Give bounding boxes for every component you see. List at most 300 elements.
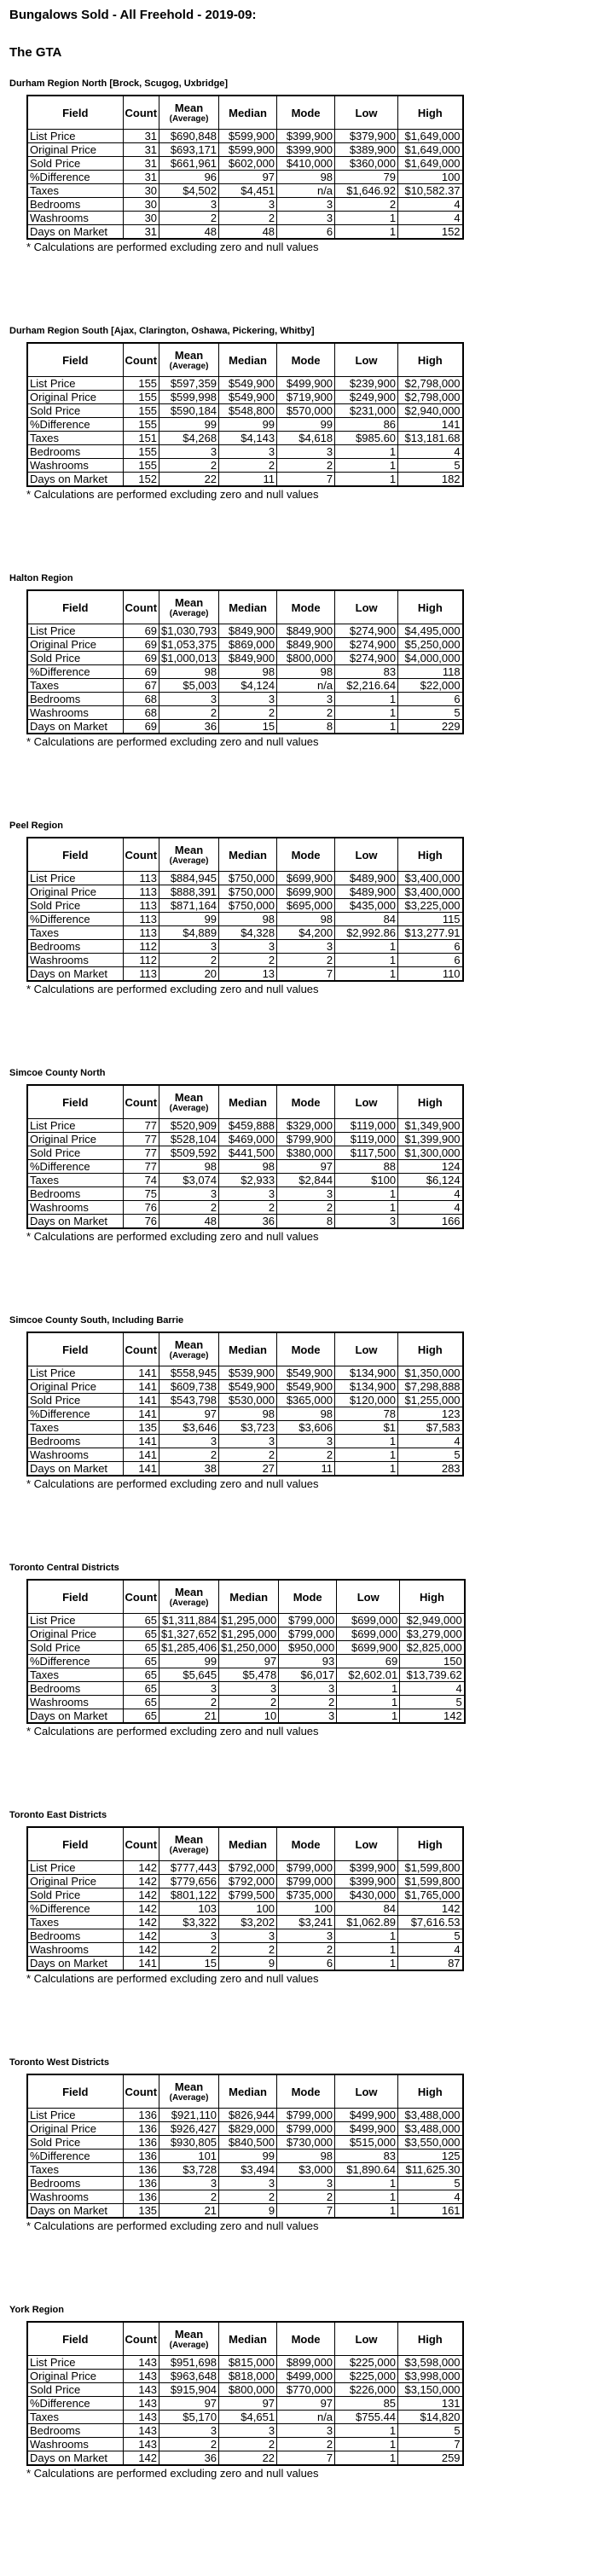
cell-median: 48: [219, 225, 277, 240]
cell-count: 143: [123, 2424, 159, 2438]
cell-field: Taxes: [27, 2163, 123, 2177]
cell-count: 136: [123, 2190, 159, 2204]
cell-high: $11,625.30: [398, 2163, 463, 2177]
cell-mean: 3: [159, 1435, 219, 1448]
cell-median: $4,651: [219, 2411, 277, 2424]
cell-median: $530,000: [219, 1394, 277, 1407]
cell-field: %Difference: [27, 418, 123, 432]
stats-table: [26, 2321, 464, 2466]
cell-high: 4: [398, 1943, 463, 1957]
cell-field: List Price: [27, 1119, 123, 1133]
cell-mode: $380,000: [277, 1146, 335, 1160]
cell-count: 65: [123, 1614, 159, 1627]
cell-mean: $871,164: [159, 899, 219, 913]
cell-median: 9: [219, 1957, 277, 1971]
cell-field: Original Price: [27, 2370, 123, 2383]
cell-median: $549,900: [219, 377, 277, 391]
cell-mode: $800,000: [277, 652, 335, 665]
cell-count: 141: [123, 1448, 159, 1462]
cell-low: 1: [335, 459, 398, 473]
table-body: [27, 1861, 463, 1971]
cell-low: 1: [335, 693, 398, 706]
cell-mean: $528,104: [159, 1133, 219, 1146]
cell-mode: 2: [277, 1201, 335, 1215]
header-field: Field: [27, 1580, 123, 1614]
cell-median: 36: [219, 1215, 277, 1229]
table-row: [27, 2438, 463, 2451]
region-section: [9, 77, 588, 324]
cell-mode: 6: [277, 225, 335, 240]
cell-high: 5: [398, 459, 463, 473]
cell-median: 2: [219, 2438, 277, 2451]
table-header-row: [27, 2322, 463, 2356]
cell-median: $1,295,000: [219, 1614, 279, 1627]
table-row: [27, 1929, 463, 1943]
cell-mode: 93: [279, 1655, 337, 1668]
cell-low: 1: [335, 2438, 398, 2451]
cell-median: $750,000: [219, 872, 277, 885]
cell-median: 2: [219, 1201, 277, 1215]
table-row: [27, 1709, 465, 1724]
table-body: [27, 1366, 463, 1477]
cell-mode: 3: [277, 1187, 335, 1201]
cell-count: 69: [123, 638, 159, 652]
cell-mean: $509,592: [159, 1146, 219, 1160]
cell-mean: $1,311,884: [159, 1614, 219, 1627]
cell-field: List Price: [27, 624, 123, 638]
cell-low: $2,602.01: [337, 1668, 400, 1682]
cell-high: $13,277.91: [398, 926, 463, 940]
cell-mean: $884,945: [159, 872, 219, 885]
cell-mean: 3: [159, 2424, 219, 2438]
region-title: York Region: [9, 2305, 64, 2315]
cell-field: Washrooms: [27, 706, 123, 720]
table-row: [27, 2150, 463, 2163]
table-row: [27, 459, 463, 473]
cell-count: 142: [123, 1929, 159, 1943]
cell-low: $134,900: [335, 1380, 398, 1394]
cell-mode: $770,000: [277, 2383, 335, 2397]
region-title: Simcoe County North: [9, 1068, 106, 1078]
cell-low: 1: [335, 2424, 398, 2438]
region-section: [9, 2056, 588, 2303]
cell-low: $360,000: [335, 157, 398, 171]
header-field: Field: [27, 1332, 123, 1366]
cell-count: 65: [123, 1655, 159, 1668]
table-header-row: [27, 96, 463, 130]
header-mean: Mean (Average): [159, 1580, 219, 1614]
cell-low: $699,900: [337, 1641, 400, 1655]
table-row: [27, 1215, 463, 1229]
table-row: [27, 1861, 463, 1875]
cell-field: Bedrooms: [27, 198, 123, 212]
table-row: [27, 1119, 463, 1133]
cell-mode: $699,900: [277, 885, 335, 899]
cell-median: 27: [219, 1462, 277, 1477]
cell-median: 2: [219, 212, 277, 225]
cell-high: 161: [398, 2204, 463, 2219]
cell-low: $379,900: [335, 130, 398, 143]
region-title: Peel Region: [9, 821, 63, 831]
cell-count: 113: [123, 885, 159, 899]
cell-low: $134,900: [335, 1366, 398, 1380]
table-row: [27, 391, 463, 404]
cell-low: 1: [335, 954, 398, 967]
cell-median: $849,900: [219, 624, 277, 638]
table-row: [27, 225, 463, 240]
table-row: [27, 1174, 463, 1187]
header-high: High: [400, 1580, 465, 1614]
cell-low: 1: [337, 1696, 400, 1709]
header-median: Median: [219, 1085, 277, 1119]
cell-median: 2: [219, 1943, 277, 1957]
table-body: [27, 377, 463, 487]
cell-mode: 100: [277, 1902, 335, 1916]
section-title: The GTA: [9, 45, 62, 60]
cell-mean: $5,170: [159, 2411, 219, 2424]
region-section: [9, 1314, 588, 1561]
cell-count: 155: [123, 404, 159, 418]
cell-high: 6: [398, 954, 463, 967]
cell-mean: $951,698: [159, 2356, 219, 2370]
cell-count: 112: [123, 954, 159, 967]
cell-count: 142: [123, 1902, 159, 1916]
table-row: [27, 2397, 463, 2411]
cell-field: Days on Market: [27, 1215, 123, 1229]
table-row: [27, 1187, 463, 1201]
cell-count: 141: [123, 1462, 159, 1477]
cell-median: 3: [219, 445, 277, 459]
cell-mode: $6,017: [279, 1668, 337, 1682]
header-low: Low: [335, 343, 398, 377]
cell-count: 143: [123, 2411, 159, 2424]
cell-high: $3,400,000: [398, 885, 463, 899]
table-body: [27, 1614, 465, 1724]
region-section: [9, 1561, 588, 1808]
header-count: Count: [123, 1332, 159, 1366]
cell-field: Bedrooms: [27, 1929, 123, 1943]
cell-field: Bedrooms: [27, 1682, 123, 1696]
cell-median: 3: [219, 2177, 277, 2190]
cell-high: $1,649,000: [398, 143, 463, 157]
cell-mode: $735,000: [277, 1888, 335, 1902]
table-row: [27, 171, 463, 184]
cell-mode: 2: [277, 2438, 335, 2451]
table-row: [27, 679, 463, 693]
cell-count: 31: [123, 130, 159, 143]
cell-count: 143: [123, 2438, 159, 2451]
cell-median: 2: [219, 1448, 277, 1462]
header-mean: Mean (Average): [159, 590, 219, 624]
cell-low: 1: [335, 2204, 398, 2219]
table-body: [27, 2109, 463, 2219]
table-body: [27, 872, 463, 982]
cell-low: 2: [335, 198, 398, 212]
header-count: Count: [123, 1827, 159, 1861]
cell-field: Washrooms: [27, 1448, 123, 1462]
cell-field: Days on Market: [27, 473, 123, 487]
cell-mode: 98: [277, 1407, 335, 1421]
cell-mean: 15: [159, 1957, 219, 1971]
cell-high: 118: [398, 665, 463, 679]
cell-low: $117,500: [335, 1146, 398, 1160]
cell-low: 83: [335, 665, 398, 679]
cell-median: $3,723: [219, 1421, 277, 1435]
cell-mode: 98: [277, 171, 335, 184]
cell-low: 1: [335, 2190, 398, 2204]
region-section: [9, 1808, 588, 2056]
cell-high: 5: [398, 1448, 463, 1462]
cell-low: 1: [335, 1435, 398, 1448]
cell-high: 4: [398, 445, 463, 459]
cell-median: $1,295,000: [219, 1627, 279, 1641]
cell-field: Sold Price: [27, 899, 123, 913]
cell-high: $1,649,000: [398, 157, 463, 171]
table-header-row: [27, 590, 463, 624]
cell-count: 135: [123, 1421, 159, 1435]
cell-count: 68: [123, 693, 159, 706]
cell-low: 78: [335, 1407, 398, 1421]
cell-median: 99: [219, 2150, 277, 2163]
table-row: [27, 1407, 463, 1421]
cell-mode: 3: [277, 1929, 335, 1943]
region-section: [9, 819, 588, 1066]
cell-mean: 48: [159, 1215, 219, 1229]
header-mean: Mean (Average): [159, 2322, 219, 2356]
cell-mode: 6: [277, 1957, 335, 1971]
cell-mode: $399,900: [277, 130, 335, 143]
table-body: [27, 130, 463, 240]
header-count: Count: [123, 2074, 159, 2109]
table-row: [27, 1957, 463, 1971]
cell-field: Taxes: [27, 2411, 123, 2424]
cell-mode: 3: [277, 198, 335, 212]
header-field: Field: [27, 2074, 123, 2109]
cell-low: 84: [335, 913, 398, 926]
header-mean: Mean (Average): [159, 343, 219, 377]
calculation-note: * Calculations are performed excluding zero and null values: [26, 1725, 319, 1738]
table-row: [27, 184, 463, 198]
cell-low: $100: [335, 1174, 398, 1187]
cell-median: $792,000: [219, 1875, 277, 1888]
cell-low: $239,900: [335, 377, 398, 391]
header-median: Median: [219, 96, 277, 130]
cell-field: Days on Market: [27, 720, 123, 734]
cell-field: Days on Market: [27, 2451, 123, 2466]
cell-low: 1: [335, 1462, 398, 1477]
cell-count: 69: [123, 652, 159, 665]
cell-mean: 96: [159, 171, 219, 184]
header-median: Median: [219, 1827, 277, 1861]
cell-high: 4: [398, 1187, 463, 1201]
cell-median: 3: [219, 693, 277, 706]
cell-count: 77: [123, 1160, 159, 1174]
cell-low: $389,900: [335, 143, 398, 157]
header-mean: Mean (Average): [159, 1332, 219, 1366]
cell-field: List Price: [27, 1861, 123, 1875]
cell-mode: $499,000: [277, 2370, 335, 2383]
header-high: High: [398, 1332, 463, 1366]
table-header-row: [27, 1827, 463, 1861]
table-row: [27, 418, 463, 432]
cell-field: %Difference: [27, 1902, 123, 1916]
table-row: [27, 2190, 463, 2204]
cell-low: $499,900: [335, 2109, 398, 2122]
cell-mode: 3: [277, 940, 335, 954]
cell-count: 69: [123, 665, 159, 679]
stats-table: [26, 1332, 464, 1477]
region-title: Toronto Central Districts: [9, 1563, 119, 1573]
cell-field: Days on Market: [27, 967, 123, 982]
cell-mode: 7: [277, 473, 335, 487]
calculation-note: * Calculations are performed excluding zero and null values: [26, 241, 319, 253]
cell-field: Washrooms: [27, 954, 123, 967]
cell-low: $2,992.86: [335, 926, 398, 940]
cell-count: 142: [123, 2451, 159, 2466]
cell-count: 113: [123, 967, 159, 982]
cell-high: 5: [398, 2424, 463, 2438]
cell-mode: $4,618: [277, 432, 335, 445]
cell-mode: 3: [277, 693, 335, 706]
cell-low: 1: [335, 212, 398, 225]
cell-count: 135: [123, 2204, 159, 2219]
cell-low: 1: [337, 1682, 400, 1696]
cell-mean: $963,648: [159, 2370, 219, 2383]
cell-mean: 3: [159, 693, 219, 706]
cell-count: 155: [123, 445, 159, 459]
cell-high: 142: [400, 1709, 465, 1724]
table-header-row: [27, 1332, 463, 1366]
table-row: [27, 2383, 463, 2397]
cell-field: Bedrooms: [27, 1435, 123, 1448]
header-mode: Mode: [277, 1085, 335, 1119]
table-row: [27, 940, 463, 954]
cell-high: $2,798,000: [398, 377, 463, 391]
stats-table: [26, 2074, 464, 2219]
header-low: Low: [335, 1085, 398, 1119]
header-mode: Mode: [277, 96, 335, 130]
cell-mean: $690,848: [159, 130, 219, 143]
cell-median: $840,500: [219, 2136, 277, 2150]
cell-field: Days on Market: [27, 1462, 123, 1477]
cell-mean: $543,798: [159, 1394, 219, 1407]
header-median: Median: [219, 590, 277, 624]
cell-median: 10: [219, 1709, 279, 1724]
cell-high: $1,599,800: [398, 1861, 463, 1875]
cell-high: $3,150,000: [398, 2383, 463, 2397]
cell-mode: n/a: [277, 679, 335, 693]
cell-median: 11: [219, 473, 277, 487]
cell-field: Sold Price: [27, 652, 123, 665]
table-row: [27, 2177, 463, 2190]
header-high: High: [398, 96, 463, 130]
header-mean: Mean (Average): [159, 2074, 219, 2109]
cell-count: 77: [123, 1146, 159, 1160]
cell-count: 143: [123, 2356, 159, 2370]
cell-median: $792,000: [219, 1861, 277, 1875]
cell-low: $430,000: [335, 1888, 398, 1902]
cell-count: 151: [123, 432, 159, 445]
table-header-row: [27, 1085, 463, 1119]
cell-count: 142: [123, 1888, 159, 1902]
cell-field: Days on Market: [27, 2204, 123, 2219]
cell-mean: $4,268: [159, 432, 219, 445]
cell-low: 86: [335, 418, 398, 432]
cell-high: 229: [398, 720, 463, 734]
cell-high: 5: [398, 2177, 463, 2190]
cell-low: $225,000: [335, 2370, 398, 2383]
table-row: [27, 1875, 463, 1888]
cell-high: $1,599,800: [398, 1875, 463, 1888]
cell-field: Sold Price: [27, 1888, 123, 1902]
cell-low: 83: [335, 2150, 398, 2163]
cell-field: Days on Market: [27, 225, 123, 240]
header-low: Low: [335, 96, 398, 130]
table-row: [27, 885, 463, 899]
cell-mean: 99: [159, 418, 219, 432]
calculation-note: * Calculations are performed excluding zero and null values: [26, 1230, 319, 1243]
cell-median: $4,143: [219, 432, 277, 445]
cell-high: 115: [398, 913, 463, 926]
cell-mode: 8: [277, 1215, 335, 1229]
cell-low: $399,900: [335, 1861, 398, 1875]
table-body: [27, 624, 463, 734]
table-row: [27, 1902, 463, 1916]
table-row: [27, 2451, 463, 2466]
cell-field: Taxes: [27, 184, 123, 198]
cell-low: 1: [335, 720, 398, 734]
cell-median: $800,000: [219, 2383, 277, 2397]
cell-mean: 3: [159, 445, 219, 459]
cell-mean: $3,074: [159, 1174, 219, 1187]
table-row: [27, 899, 463, 913]
cell-field: Sold Price: [27, 2383, 123, 2397]
cell-median: $599,900: [219, 143, 277, 157]
cell-mode: $849,900: [277, 624, 335, 638]
cell-field: Bedrooms: [27, 2424, 123, 2438]
cell-mean: 3: [159, 2177, 219, 2190]
cell-low: 1: [335, 473, 398, 487]
table-row: [27, 638, 463, 652]
cell-field: List Price: [27, 2109, 123, 2122]
cell-field: Sold Price: [27, 1394, 123, 1407]
cell-mean: $609,738: [159, 1380, 219, 1394]
table-row: [27, 1146, 463, 1160]
cell-high: $1,399,900: [398, 1133, 463, 1146]
cell-mode: $950,000: [279, 1641, 337, 1655]
cell-count: 141: [123, 1435, 159, 1448]
header-field: Field: [27, 343, 123, 377]
cell-high: $1,349,900: [398, 1119, 463, 1133]
cell-mean: 99: [159, 913, 219, 926]
header-low: Low: [335, 2074, 398, 2109]
cell-field: Original Price: [27, 885, 123, 899]
header-field: Field: [27, 2322, 123, 2356]
cell-count: 141: [123, 1957, 159, 1971]
cell-mean: $4,889: [159, 926, 219, 940]
cell-high: $5,250,000: [398, 638, 463, 652]
cell-mode: $799,000: [277, 1875, 335, 1888]
cell-mean: $915,904: [159, 2383, 219, 2397]
cell-mean: 3: [159, 198, 219, 212]
table-row: [27, 1614, 465, 1627]
region-title: Halton Region: [9, 573, 73, 583]
cell-median: $849,900: [219, 652, 277, 665]
cell-field: Bedrooms: [27, 693, 123, 706]
table-row: [27, 2109, 463, 2122]
cell-low: $1,890.64: [335, 2163, 398, 2177]
cell-median: $602,000: [219, 157, 277, 171]
